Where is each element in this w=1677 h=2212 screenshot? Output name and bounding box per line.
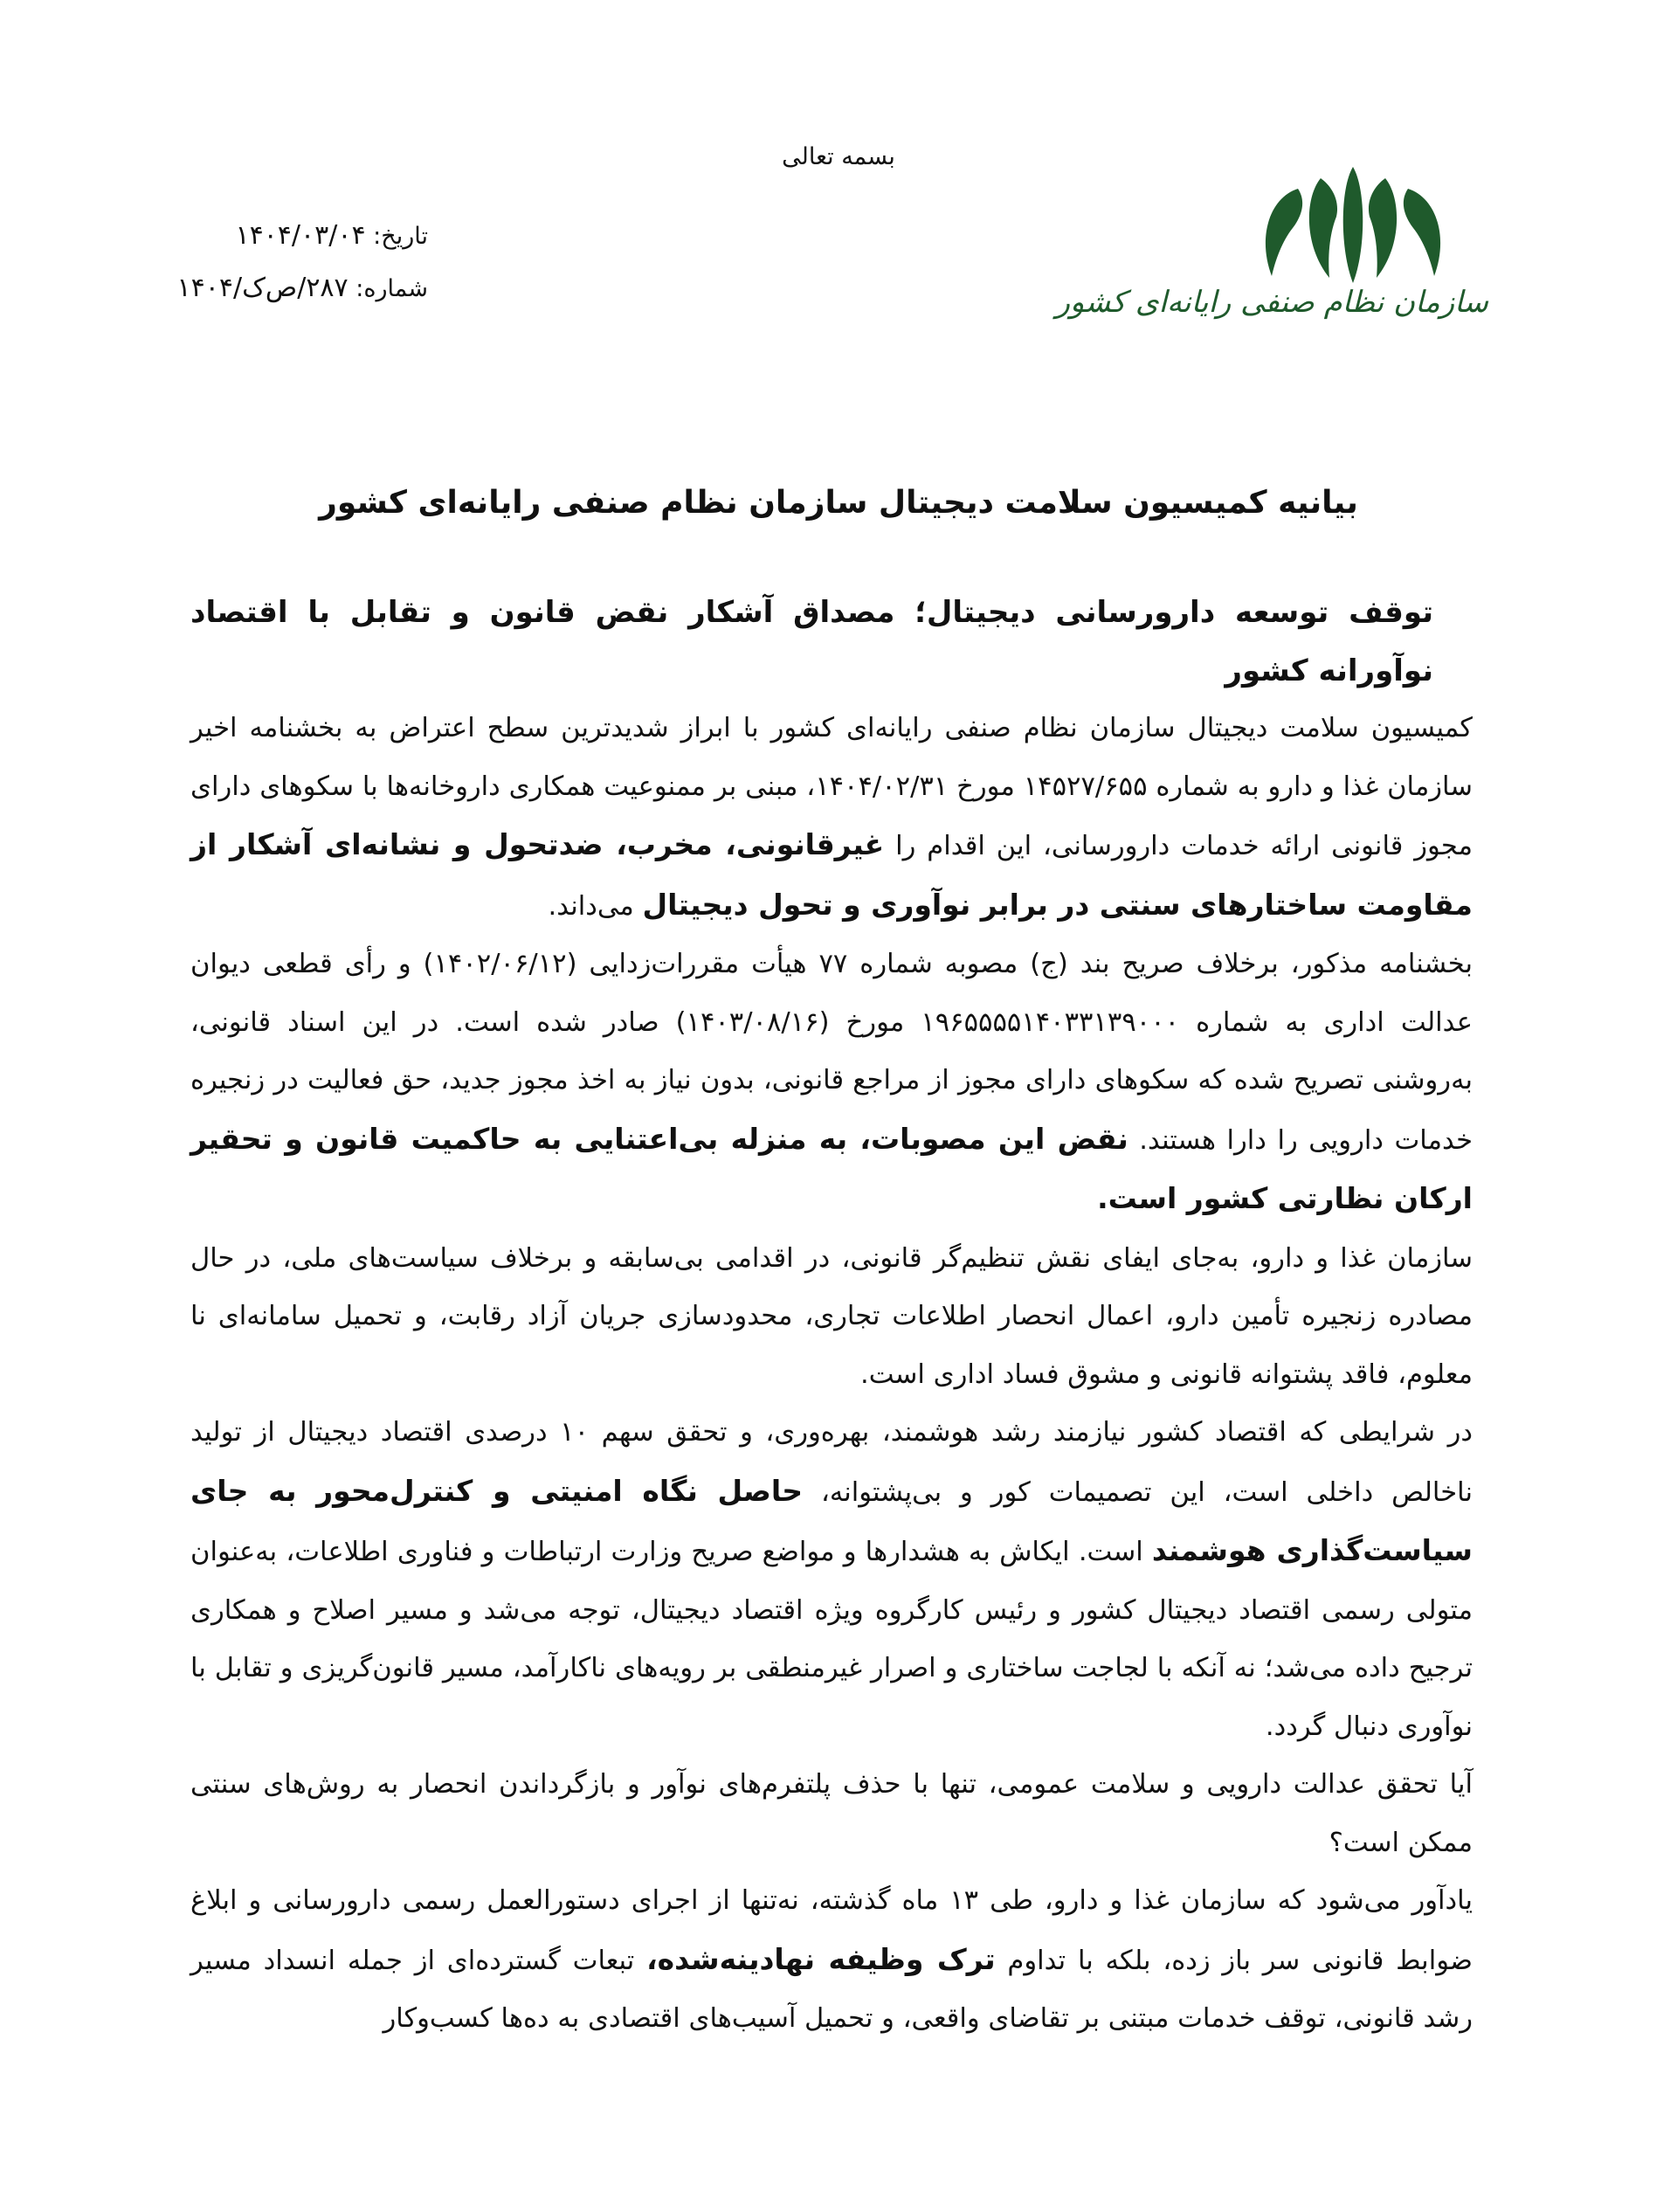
paragraph-6 [190, 1872, 1473, 2049]
paragraph-2-bold: نقض این مصوبات، به منزله بی‌اعتنایی به حاکمیت قانون و تحقیر ارکان نظارتی کشور است. [190, 1121, 1473, 1215]
letter-date [166, 220, 428, 251]
document-body [190, 584, 1473, 2049]
paragraph-4-bold: حاصل نگاه امنیتی و کنترل‌محور به جای سیاست‌گذاری هوشمند [190, 1473, 1473, 1567]
paragraph-6-text-b: تبعات گسترده‌ای از جمله انسداد مسیر رشد قانونی، توقف خدمات مبتنی بر تقاضای واقعی، و تحمیل آسیب‌های اقتصادی به ده‌ها کسب‌وکار [190, 1945, 1473, 2034]
document-subtitle: توقف توسعه دارورسانی دیجیتال؛ مصداق آشکار نقض قانون و تقابل با اقتصاد نوآورانه کشور [190, 595, 1433, 688]
organization-logo-text: سازمان نظام صنفی رایانه‌ای کشور [1055, 285, 1488, 320]
document-title: بیانیه کمیسیون سلامت دیجیتال سازمان نظام صنفی رایانه‌ای کشور [319, 485, 1358, 521]
paragraph-5: آیا تحقق عدالت دارویی و سلامت عمومی، تنها با حذف پلتفرم‌های نوآور و بازگرداندن انحصار به روش‌های سنتی ممکن است؟ [190, 1769, 1473, 1858]
paragraph-1-text-a: کمیسیون سلامت دیجیتال سازمان نظام صنفی رایانه‌ای کشور با ابراز شدیدترین سطح اعتراض به بخشنامه اخیر سازمان غذا و دارو به شماره ۱۴۵۲۷/۶۵۵ مورخ ۱۴۰۴/۰۲/۳۱، مبنی بر ممنوعیت همکاری داروخانه‌ها با سکوهای دارای مجوز قانونی ارائه خدمات دارورسانی، این اقدام را [190, 713, 1473, 861]
paragraph-2-text-a: بخشنامه مذکور، برخلاف صریح بند (ج) مصوبه شماره ۷۷ هیأت مقررات‌زدایی (۱۴۰۲/۰۶/۱۲) و رأی قطعی دیوان عدالت اداری به شماره ۱۹۶۵۵۵۵۱۴۰۳۳۱۳۹۰۰۰ مورخ (۱۴۰۳/۰۸/۱۶) صادر شده است. در این اسناد قانونی، به‌روشنی تصریح شده که سکوهای دارای مجوز از مراجع قانونی، بدون نیاز به اخذ مجوز جدید، حق فعالیت در زنجیره خدمات دارویی را دارا هستند. [190, 949, 1473, 1156]
paragraph-3: سازمان غذا و دارو، به‌جای ایفای نقش تنظیم‌گر قانونی، در اقدامی بی‌سابقه و برخلاف سیاست‌های ملی، در حال مصادره زنجیره تأمین دارو، اعمال انحصار اطلاعات تجاری، محدودسازی جریان آزاد رقابت، و تحمیل سامانه‌ای نا معلوم، فاقد پشتوانه قانونی و مشوق فساد اداری است. [190, 1242, 1473, 1390]
number-value: ۲۸۷/ص‌ک/۱۴۰۴ [176, 273, 349, 303]
organization-logo [1055, 162, 1488, 359]
paragraph-2 [190, 936, 1473, 1230]
paragraph-6-bold: ترک وظیفه نهادینه‌شده، [646, 1941, 996, 1976]
paragraph-1-text-b: می‌داند. [548, 890, 634, 922]
paragraph-4-text-b: است. ایکاش به هشدارها و مواضع صریح وزارت ارتباطات و فناوری اطلاعات، به‌عنوان متولی رسمی اقتصاد دیجیتال کشور و رئیس کارگروه ویژه اقتصاد دیجیتال، توجه می‌شد و مسیر اصلاح و همکاری ترجیح داده می‌شد؛ نه آنکه با لجاجت ساختاری و اصرار غیرمنطقی بر رویه‌های ناکارآمد، مسیر قانون‌گریزی و تقابل با نوآوری دنبال گردد. [190, 1537, 1473, 1742]
number-label: شماره: [355, 275, 428, 302]
letter-number [166, 273, 428, 303]
date-label: تاریخ: [373, 223, 428, 250]
organization-emblem-icon [1218, 162, 1488, 285]
paragraph-4 [190, 1404, 1473, 1756]
paragraph-1 [190, 700, 1473, 936]
paragraph-1-bold: غیرقانونی، مخرب، ضدتحول و نشانه‌ای آشکار از مقاومت ساختارهای سنتی در برابر نوآوری و تحول دیجیتال [190, 827, 1473, 922]
basmala-heading: بسمه تعالی [782, 143, 895, 170]
date-value: ۱۴۰۴/۰۳/۰۴ [235, 220, 366, 251]
paragraph-6-text-a: یادآور می‌شود که سازمان غذا و دارو، طی ۱۳ ماه گذشته، نه‌تنها از اجرای دستورالعمل رسمی دارورسانی و ابلاغ ضوابط قانونی سر باز زده، بلکه با تداوم [190, 1885, 1473, 1976]
paragraph-4-text-a: در شرایطی که اقتصاد کشور نیازمند رشد هوشمند، بهره‌وری، و تحقق سهم ۱۰ درصدی اقتصاد دیجیتال از تولید ناخالص داخلی است، این تصمیمات کور و بی‌پشتوانه، [190, 1417, 1473, 1508]
